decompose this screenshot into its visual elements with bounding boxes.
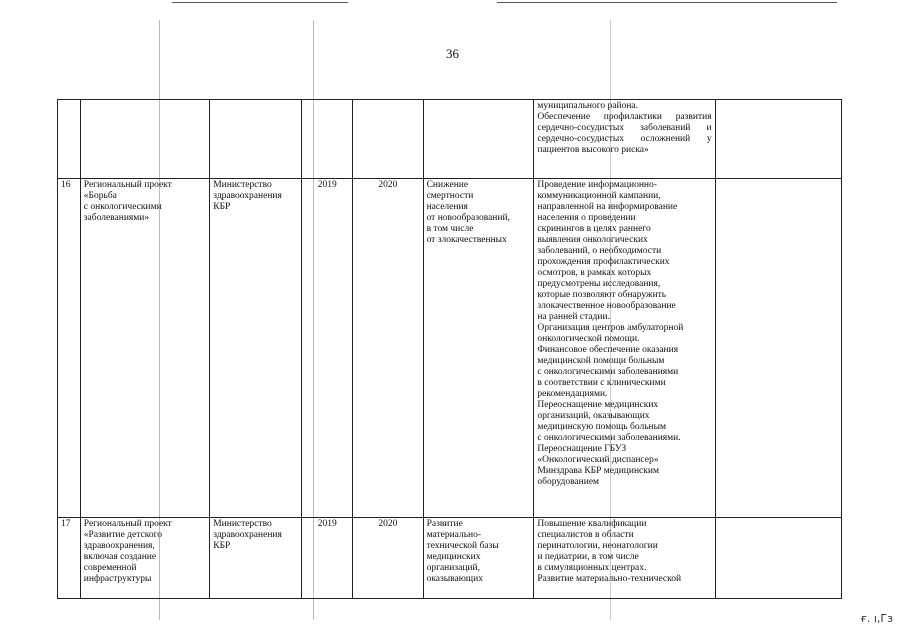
measure-text: Минздрава КБР медицинским (537, 466, 659, 476)
executor-cell (210, 100, 302, 179)
end-year-cell (353, 179, 423, 518)
row-number: 16 (61, 180, 71, 190)
measure-text: с онкологическими заболеваниями (537, 367, 679, 377)
note-cell (715, 518, 841, 599)
measures-cell (534, 179, 715, 518)
project-line: «Борьба (83, 191, 117, 201)
measure-text: злокачественное новообразование (537, 301, 676, 311)
page-number: 36 (446, 46, 459, 61)
row-number-cell (58, 100, 81, 179)
measure-text: оборудованием (537, 477, 600, 487)
measure-text: и педиатрии, в том числе (537, 552, 639, 562)
project-line: заболеваниями» (83, 213, 150, 223)
measure-text: Обеспечение профилактики развития сердечно-сосудистых заболеваний и сердечно-сосудистых осложнений у пациентов высокого риска» (537, 112, 712, 155)
result-line: Развитие (426, 519, 463, 529)
measure-text: специалистов в области (537, 530, 634, 540)
result-line: медицинских (426, 552, 481, 562)
scan-artifact-top-left (172, 2, 348, 3)
measure-text: коммуникационной кампании, (537, 191, 661, 201)
measure-text: Проведение информационно- (537, 180, 657, 190)
note-cell (715, 100, 841, 179)
measure-text: «Онкологический диспансер» (537, 455, 659, 465)
executor-line: Министерство (213, 519, 272, 529)
row-number: 17 (61, 519, 71, 529)
measure-text: Переоснащение медицинских (537, 400, 659, 410)
start-year: 2019 (317, 180, 337, 190)
result-cell (423, 179, 534, 518)
executor-cell (210, 518, 302, 599)
measure-text: направленной на информирование (537, 202, 678, 212)
measures-table (57, 99, 842, 599)
end-year: 2020 (378, 180, 398, 190)
start-year-cell (302, 179, 353, 518)
table-row (58, 179, 842, 518)
result-line: в том числе (426, 224, 474, 234)
measure-text: с онкологическими заболеваниями. (537, 433, 681, 443)
project-line: с онкологическими (83, 202, 162, 212)
project-line: современной (83, 563, 137, 573)
result-line: материально- (426, 530, 482, 540)
measure-text: в симуляционных центрах. (537, 563, 647, 573)
executor-line: здравоохранения (213, 191, 282, 201)
end-year-cell (353, 518, 423, 599)
measure-text: муниципального района. (537, 101, 639, 111)
end-year-cell (353, 100, 423, 179)
project-line: включая создание (83, 552, 157, 562)
result-line: организаций, (426, 563, 480, 573)
measure-text: осмотров, в рамках которых (537, 268, 652, 278)
measure-text: предусмотрены исследования, (537, 279, 661, 289)
measure-text: медицинскую помощь больным (537, 422, 667, 432)
measure-text: прохождения профилактических (537, 257, 670, 267)
measure-text: организаций, оказывающих (537, 411, 650, 421)
measure-text: скринингов в целях раннего (537, 224, 651, 234)
measure-text: перинатологии, неонатологии (537, 541, 658, 551)
note-cell (715, 179, 841, 518)
measure-text: онкологической помощи. (537, 334, 640, 344)
measure-text: которые позволяют обнаружить (537, 290, 667, 300)
result-line: населения (426, 202, 468, 212)
measures-cell (534, 100, 715, 179)
measure-text: Развитие материально-технической (537, 574, 682, 584)
result-line: оказывающих (426, 574, 483, 584)
row-number-cell (58, 179, 81, 518)
measures-cell (534, 518, 715, 599)
margin-handwriting: ғ. ı,Гз (860, 612, 893, 625)
measure-text: рекомендациями. (537, 389, 608, 399)
executor-line: Министерство (213, 180, 272, 190)
result-line: от новообразований, (426, 213, 510, 223)
table-row (58, 518, 842, 599)
project-line: Региональный проект (83, 180, 172, 190)
measure-text: выявления онкологических (537, 235, 648, 245)
start-year-cell (302, 100, 353, 179)
table-row (58, 100, 842, 179)
project-line: инфраструктуры (83, 574, 152, 584)
result-line: технической базы (426, 541, 499, 551)
measure-text: Повышение квалификации (537, 519, 647, 529)
measure-text: медицинской помощи больным (537, 356, 665, 366)
measure-text: в соответствии с клиническими (537, 378, 666, 388)
result-line: Снижение (426, 180, 469, 190)
project-line: «Развитие детского (83, 530, 163, 540)
project-line: Региональный проект (83, 519, 172, 529)
measure-text: заболеваний, о необходимости (537, 246, 662, 256)
project-cell (80, 518, 209, 599)
scan-artifact-top-right (497, 2, 837, 3)
measure-text: на ранней стадии. (537, 312, 610, 322)
table-body (58, 100, 842, 599)
measure-text: Организация центров амбулаторной (537, 323, 684, 333)
measure-text: Переоснащение ГБУЗ (537, 444, 627, 454)
start-year: 2019 (317, 519, 337, 529)
measure-text: Финансовое обеспечение оказания (537, 345, 679, 355)
executor-line: КБР (213, 202, 231, 212)
project-cell (80, 100, 209, 179)
result-cell (423, 518, 534, 599)
executor-line: КБР (213, 541, 231, 551)
project-line: здравоохранения, (83, 541, 155, 551)
result-line: от злокачественных (426, 235, 507, 245)
row-number-cell (58, 518, 81, 599)
result-cell (423, 100, 534, 179)
executor-line: здравоохранения (213, 530, 282, 540)
measure-text: населения о проведении (537, 213, 636, 223)
project-cell (80, 179, 209, 518)
executor-cell (210, 179, 302, 518)
result-line: смертности (426, 191, 474, 201)
end-year: 2020 (378, 519, 398, 529)
start-year-cell (302, 518, 353, 599)
